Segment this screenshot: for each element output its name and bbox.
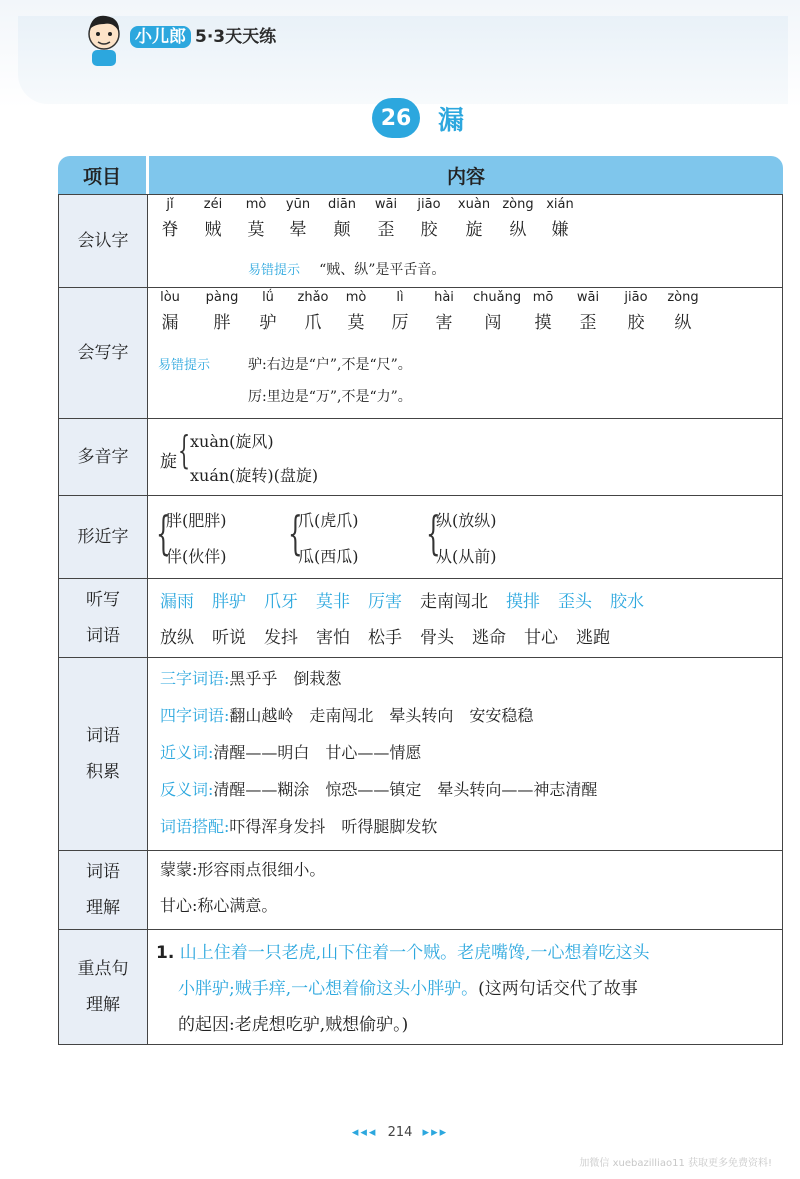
sentence-blue-1: 山上住着一只老虎,山下住着一个贼。老虎嘴馋,一心想着吃这头 xyxy=(179,943,650,963)
label-line2: 理解 xyxy=(86,898,120,918)
character: 胶 xyxy=(420,220,438,240)
sentence-line1 xyxy=(156,938,650,963)
character: 纵 xyxy=(674,313,692,333)
character: 歪 xyxy=(579,313,597,333)
pinyin: jiāo xyxy=(624,290,648,305)
dictation-word: 胖驴 xyxy=(212,592,246,612)
character: 摸 xyxy=(534,313,552,333)
character: 莫 xyxy=(347,313,365,333)
character: 晕 xyxy=(289,220,307,240)
tip-label: 易错提示 xyxy=(248,263,301,278)
arrows-right-icon: ▸▸▸ xyxy=(422,1125,449,1140)
arrows-left-icon: ◂◂◂ xyxy=(351,1125,378,1140)
mascot-boy-icon xyxy=(84,12,124,66)
character: 颠 xyxy=(333,220,351,240)
polyphone-reading2: xuán(旋转)(盘旋) xyxy=(190,466,319,485)
dictation-word: 爪牙 xyxy=(264,592,298,612)
row-similar xyxy=(58,496,783,579)
brand-logo: 小儿郎 xyxy=(130,26,191,48)
pinyin: zòng xyxy=(502,197,534,212)
accum-line1 xyxy=(160,666,341,689)
study-table xyxy=(58,156,783,1045)
page-number: 214 xyxy=(387,1125,413,1140)
character: 爪 xyxy=(304,313,322,333)
accumulate-content xyxy=(148,658,782,850)
label-line2: 词语 xyxy=(86,626,120,646)
pinyin: pàng xyxy=(205,290,239,305)
character: 纵 xyxy=(509,220,527,240)
character: 旋 xyxy=(465,220,483,240)
sentence-black-2: (这两句话交代了故事 xyxy=(478,979,638,999)
tip-text: “贼、纵”是平舌音。 xyxy=(319,262,446,278)
dictation-line1 xyxy=(160,587,662,612)
character: 贼 xyxy=(204,220,222,240)
pinyin: mō xyxy=(532,290,554,305)
dictation-word: 逃跑 xyxy=(576,628,610,648)
dictation-word: 摸排 xyxy=(506,592,540,612)
dictation-word: 松手 xyxy=(368,628,402,648)
table-header xyxy=(58,156,783,194)
accum-line5 xyxy=(160,814,437,837)
row-label: 会写字 xyxy=(59,288,148,418)
similar-g2b: 瓜(西瓜) xyxy=(298,547,359,566)
similar-g3b: 从(从前) xyxy=(436,547,497,566)
row-understand xyxy=(58,851,783,930)
pinyin: jǐ xyxy=(166,197,174,212)
similar-g3a: 纵(放纵) xyxy=(436,511,497,530)
brace-icon: { xyxy=(426,506,441,560)
write-tip-line2: 厉:里边是“万”,不是“力”。 xyxy=(248,389,412,405)
character: 闯 xyxy=(484,313,502,333)
row-dictation xyxy=(58,579,783,658)
label-line1: 词语 xyxy=(86,862,120,882)
pinyin: lì xyxy=(396,290,404,305)
label-line2: 积累 xyxy=(86,762,120,782)
pinyin: yūn xyxy=(285,197,311,212)
pinyin: wāi xyxy=(374,197,398,212)
sentence-number: 1. xyxy=(156,943,175,963)
row-accumulate xyxy=(58,658,783,851)
character: 驴 xyxy=(259,313,277,333)
similar-content xyxy=(148,496,782,578)
polyphone-reading1: xuàn(旋风) xyxy=(190,432,274,451)
accum-tag: 三字词语: xyxy=(160,669,230,688)
row-label xyxy=(59,658,148,850)
brace-icon: { xyxy=(178,428,191,472)
accum-text: 清醒——糊涂 惊恐——镇定 晕头转向——神志清醒 xyxy=(213,780,598,799)
lesson-number: 26 xyxy=(372,98,420,138)
pinyin: zhǎo xyxy=(297,290,329,305)
label-line1: 听写 xyxy=(86,590,120,610)
character: 厉 xyxy=(391,313,409,333)
dictation-content xyxy=(148,579,782,657)
page-header xyxy=(0,0,800,108)
pinyin: mò xyxy=(345,290,367,305)
row-write xyxy=(58,288,783,419)
write-content xyxy=(148,288,782,418)
pinyin: diān xyxy=(327,197,357,212)
sentence-line3: 的起因:老虎想吃驴,贼想偷驴。) xyxy=(178,1015,409,1035)
polyphone-content xyxy=(148,419,782,495)
character: 莫 xyxy=(247,220,265,240)
dictation-word: 骨头 xyxy=(420,628,454,648)
character: 害 xyxy=(435,313,453,333)
dictation-word: 害怕 xyxy=(316,628,350,648)
character: 漏 xyxy=(161,313,179,333)
lesson-heading xyxy=(372,98,464,138)
write-tip-line1: 驴:右边是“户”,不是“尺”。 xyxy=(248,357,412,373)
dictation-line2 xyxy=(160,623,628,648)
tip-label: 易错提示 xyxy=(158,358,211,373)
dictation-word: 歪头 xyxy=(558,592,592,612)
pinyin: hài xyxy=(434,290,454,305)
pinyin: mò xyxy=(245,197,267,212)
row-label: 会认字 xyxy=(59,195,148,287)
dictation-word: 走南闯北 xyxy=(420,592,488,612)
recognize-tip xyxy=(248,259,445,279)
accum-text: 吓得浑身发抖 听得腿脚发软 xyxy=(229,817,438,836)
brace-icon: { xyxy=(156,506,171,560)
pinyin: wāi xyxy=(576,290,600,305)
dictation-word: 漏雨 xyxy=(160,592,194,612)
label-line2: 理解 xyxy=(86,995,120,1015)
brand-series: 5·3天天练 xyxy=(195,27,277,47)
sentence-content xyxy=(148,930,782,1044)
label-line1: 重点句 xyxy=(77,959,129,979)
accum-tag: 反义词: xyxy=(160,780,214,799)
accum-line3 xyxy=(160,740,421,763)
accum-line2 xyxy=(160,703,533,726)
pinyin: zòng xyxy=(667,290,699,305)
pinyin: jiāo xyxy=(417,197,441,212)
brand-title xyxy=(130,22,276,47)
watermark: 加微信 xuebazilliao11 获取更多免费资料! xyxy=(579,1158,772,1169)
character: 胶 xyxy=(627,313,645,333)
row-sentence xyxy=(58,930,783,1045)
pinyin: xuàn xyxy=(457,197,491,212)
accum-text: 黑乎乎 倒栽葱 xyxy=(229,669,342,688)
pinyin: lòu xyxy=(160,290,180,305)
row-label: 多音字 xyxy=(59,419,148,495)
dictation-word: 放纵 xyxy=(160,628,194,648)
similar-g1a: 胖(肥胖) xyxy=(166,511,227,530)
row-label xyxy=(59,851,148,929)
dictation-word: 听说 xyxy=(212,628,246,648)
character: 嫌 xyxy=(551,220,569,240)
accum-line4 xyxy=(160,777,597,800)
pinyin: xián xyxy=(546,197,574,212)
row-recognize xyxy=(58,194,783,288)
sentence-line2 xyxy=(178,974,638,999)
write-tip-label xyxy=(158,354,210,373)
understand-content xyxy=(148,851,782,929)
sentence-blue-2: 小胖驴;贼手痒,一心想着偷这头小胖驴。 xyxy=(178,979,479,999)
row-label xyxy=(59,930,148,1044)
dictation-word: 胶水 xyxy=(610,592,644,612)
dictation-word: 莫非 xyxy=(316,592,350,612)
accum-text: 清醒——明白 甘心——情愿 xyxy=(213,743,422,762)
header-content: 内容 xyxy=(149,156,783,194)
pinyin: zéi xyxy=(203,197,223,212)
dictation-word: 甘心 xyxy=(524,628,558,648)
character: 胖 xyxy=(213,313,231,333)
pinyin: chuǎng xyxy=(473,290,522,305)
row-label: 形近字 xyxy=(59,496,148,578)
lesson-title: 漏 xyxy=(438,105,465,136)
row-label xyxy=(59,579,148,657)
pinyin: lǘ xyxy=(262,290,274,305)
understand-line1: 蒙蒙:形容雨点很细小。 xyxy=(160,860,326,879)
accum-text: 翻山越岭 走南闯北 晕头转向 安安稳稳 xyxy=(229,706,534,725)
understand-line2: 甘心:称心满意。 xyxy=(160,896,278,915)
label-line1: 词语 xyxy=(86,726,120,746)
character: 歪 xyxy=(377,220,395,240)
page-footer xyxy=(0,1125,800,1140)
recognize-content xyxy=(148,195,782,287)
accum-tag: 近义词: xyxy=(160,743,214,762)
similar-g1b: 伴(伙伴) xyxy=(166,547,227,566)
dictation-word: 逃命 xyxy=(472,628,506,648)
header-item: 项目 xyxy=(58,156,146,194)
dictation-word: 厉害 xyxy=(368,592,402,612)
accum-tag: 词语搭配: xyxy=(160,817,230,836)
brace-icon: { xyxy=(288,506,303,560)
polyphone-char: 旋 xyxy=(160,452,177,472)
similar-g2a: 爪(虎爪) xyxy=(298,511,359,530)
row-polyphone xyxy=(58,419,783,496)
dictation-word: 发抖 xyxy=(264,628,298,648)
accum-tag: 四字词语: xyxy=(160,706,230,725)
character: 脊 xyxy=(161,220,179,240)
